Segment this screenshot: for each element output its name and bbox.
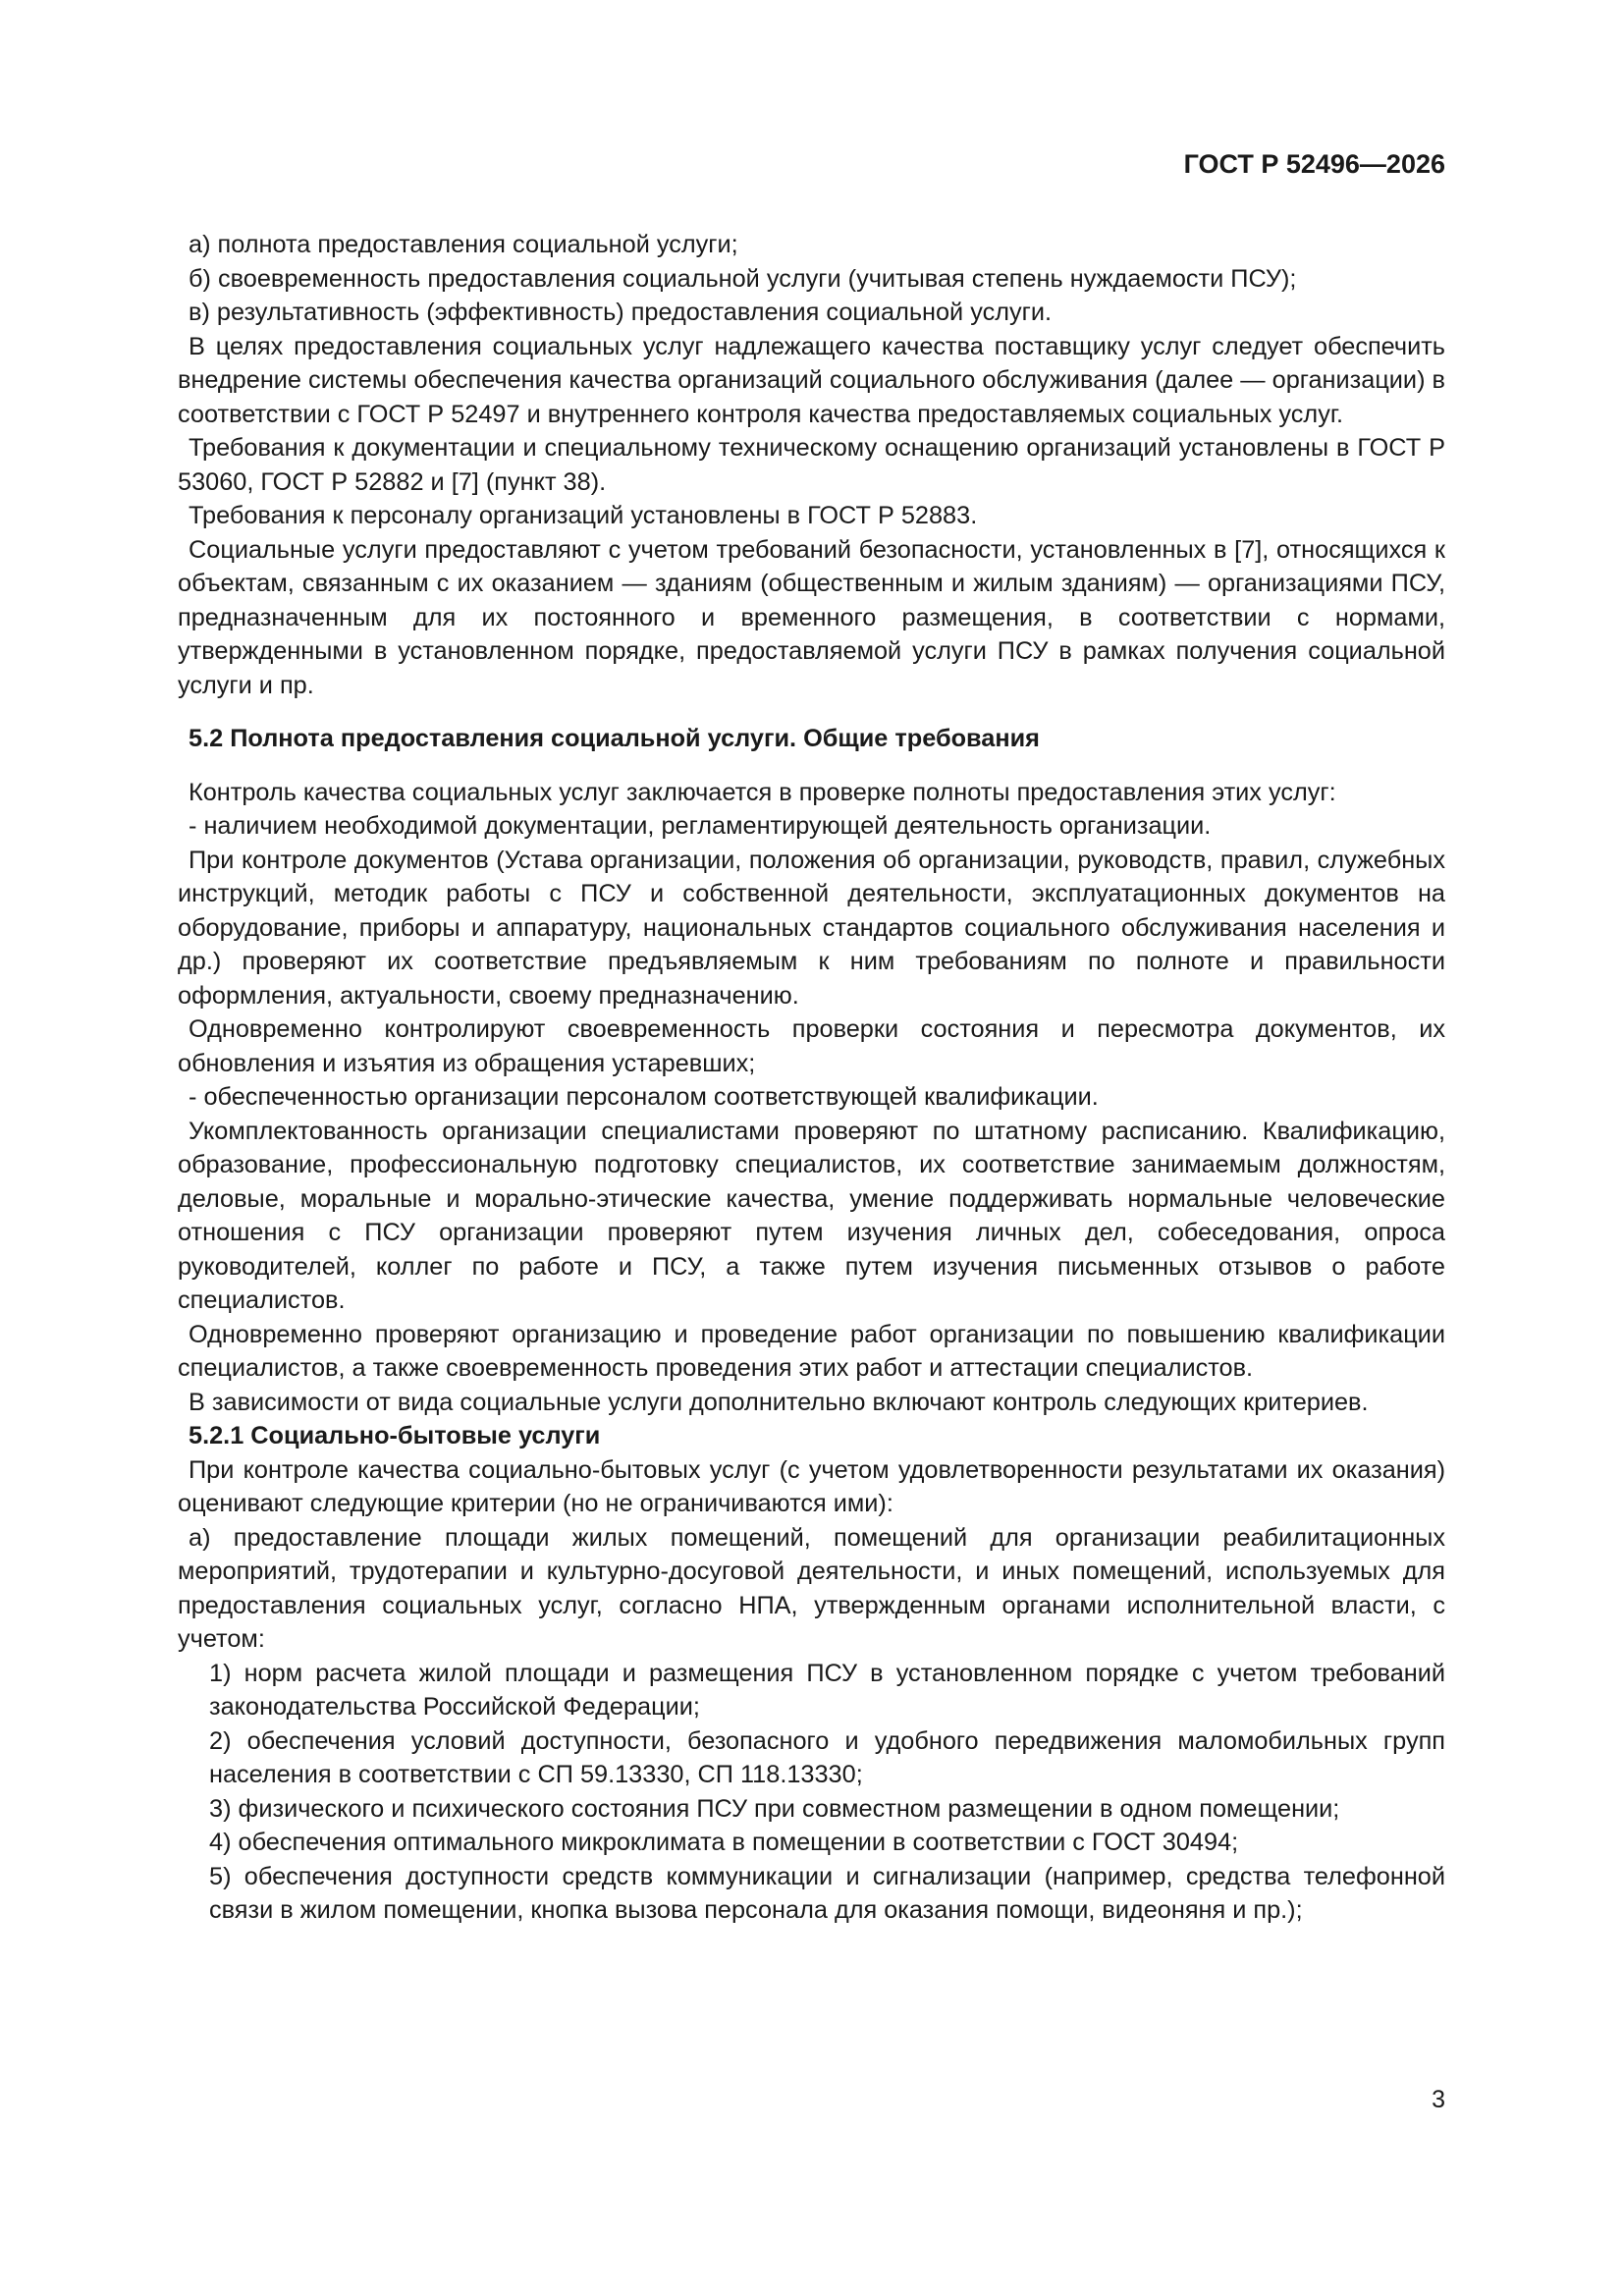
paragraph: В целях предоставления социальных услуг надлежащего качества поставщику услуг следует обеспечить внедрение системы обеспечения качества организаций социального обслуживания (далее — организации) в соответствии с ГОСТ Р 52497 и внутреннего контроля качества предоставляемых социальных услуг. <box>178 332 1445 428</box>
paragraph: При контроле документов (Устава организации, положения об организации, руководств, правил, служебных инструкций, методик работы с ПСУ и собственной деятельности, эксплуатационных документов на оборудование, приборы и аппаратуру, национальных стандартов социального обслуживания населения и др.) проверяют их соответствие предъявляемым к ним требованиям по полноте и правильности оформления, актуальности, своему предназначению. <box>178 846 1445 1010</box>
paragraph: Требования к документации и специальному техническому оснащению организаций установлены в ГОСТ Р 53060, ГОСТ Р 52882 и [7] (пункт 38). <box>178 434 1445 496</box>
paragraph: Одновременно контролируют своевременность проверки состояния и пересмотра документов, их обновления и изъятия из обращения устаревших; <box>178 1015 1445 1077</box>
page-body <box>178 228 1445 1928</box>
sub-list-item: 4) обеспечения оптимального микроклимата в помещении в соответствии с ГОСТ 30494; <box>209 1829 1239 1856</box>
sub-list-item: 1) норм расчета жилой площади и размещения ПСУ в установленном порядке с учетом требований законодательства Российской Федерации; <box>209 1659 1445 1721</box>
list-item: б) своевременность предоставления социальной услуги (учитывая степень нуждаемости ПСУ); <box>189 264 1297 293</box>
list-item: а) полнота предоставления социальной услуги; <box>189 231 738 258</box>
section-heading: 5.2 Полнота предоставления социальной услуги. Общие требования <box>189 725 1040 752</box>
paragraph: Контроль качества социальных услуг заключается в проверке полноты предоставления этих услуг: <box>189 778 1336 806</box>
sub-list-item: 2) обеспечения условий доступности, безопасного и удобного передвижения маломобильных групп населения в соответствии с СП 59.13330, СП 118.13330; <box>209 1726 1445 1788</box>
paragraph: Требования к персоналу организаций установлены в ГОСТ Р 52883. <box>189 502 978 529</box>
sub-list-item: 3) физического и психического состояния ПСУ при совместном размещении в одном помещении; <box>209 1794 1340 1823</box>
list-item: а) предоставление площади жилых помещений, помещений для организации реабилитационных мероприятий, трудотерапии и культурно-досуговой деятельности, и иных помещений, используемых для предоставления социальных услуг, согласно НПА, утвержденным органами исполнительной власти, с учетом: <box>178 1523 1445 1653</box>
sub-list-item: 5) обеспечения доступности средств коммуникации и сигнализации (например, средства телефонной связи в жилом помещении, кнопка вызова персонала для оказания помощи, видеоняня и пр.); <box>209 1862 1445 1924</box>
paragraph: В зависимости от вида социальные услуги дополнительно включают контроль следующих критериев. <box>189 1388 1369 1416</box>
document-code: ГОСТ Р 52496—2026 <box>1183 149 1445 179</box>
paragraph: При контроле качества социально-бытовых услуг (с учетом удовлетворенности результатами их оказания) оценивают следующие критерии (но не ограничиваются ими): <box>178 1455 1445 1517</box>
list-item: - наличием необходимой документации, регламентирующей деятельность организации. <box>189 812 1212 840</box>
paragraph: Социальные услуги предоставляют с учетом требований безопасности, установленных в [7], относящихся к объектам, связанным с их оказанием — зданиям (общественным и жилым зданиям) — организациями ПСУ, предназначенным для их постоянного и временного размещения, в соответствии с нормами, утвержденными в установленном порядке, предоставляемой услуги ПСУ в рамках получения социальной услуги и пр. <box>178 535 1445 699</box>
list-item: - обеспеченностью организации персоналом соответствующей квалификации. <box>189 1083 1099 1111</box>
paragraph: Укомплектованность организации специалистами проверяют по штатному расписанию. Квалификацию, образование, профессиональную подготовку специалистов, их соответствие занимаемым должностям, деловые, моральные и морально-этические качества, умение поддерживать нормальные человеческие отношения с ПСУ организации проверяют путем изучения личных дел, собеседования, опроса руководителей, коллег по работе и ПСУ, а также путем изучения письменных отзывов о работе специалистов. <box>178 1117 1445 1314</box>
paragraph: Одновременно проверяют организацию и проведение работ организации по повышению квалификации специалистов, а также своевременность проведения этих работ и аттестации специалистов. <box>178 1320 1445 1382</box>
list-item: в) результативность (эффективность) предоставления социальной услуги. <box>189 299 1053 326</box>
subsection-heading: 5.2.1 Социально-бытовые услуги <box>189 1422 601 1449</box>
page-number: 3 <box>1432 2086 1445 2113</box>
